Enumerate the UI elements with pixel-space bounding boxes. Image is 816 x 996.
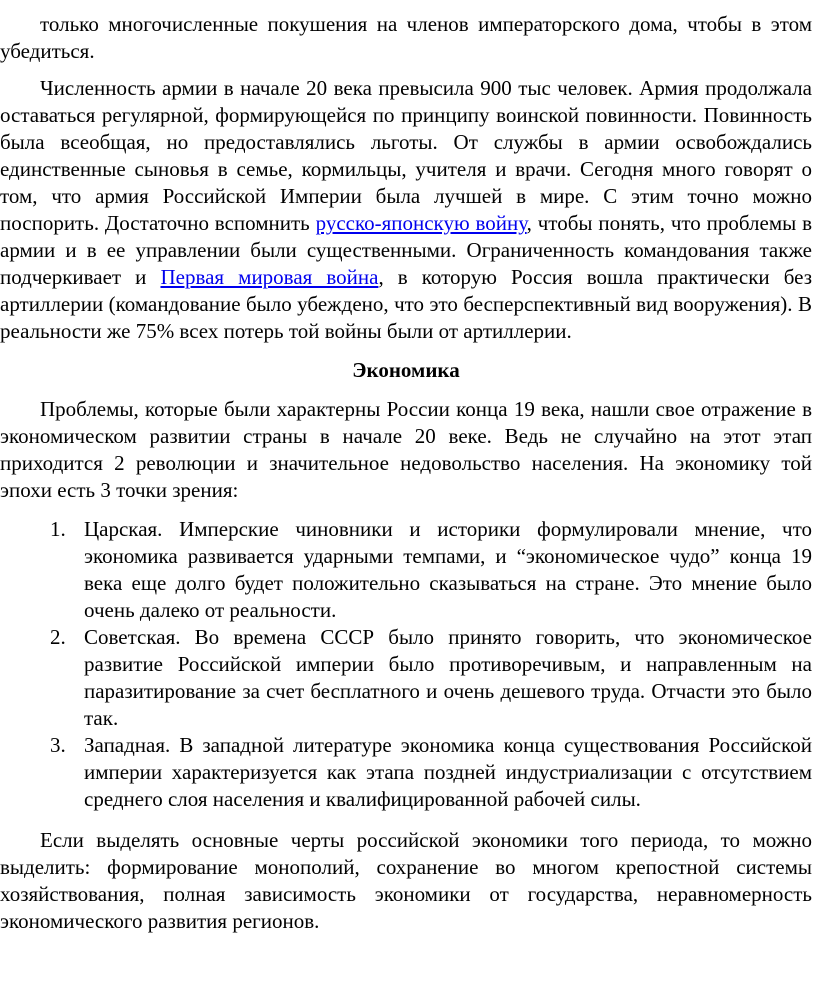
viewpoints-list — [0, 516, 812, 813]
list-item-number: 2. — [50, 625, 66, 649]
list-item-text: Советская. Во времена СССР было принято говорить, что экономическое развитие Российской империи было противоречивым, и направленным на паразитирование за счет бесплатного и очень дешевого труда. Отчасти это было так. — [84, 625, 812, 730]
list-item — [0, 516, 812, 624]
economy-intro-paragraph — [0, 396, 812, 504]
economy-features-paragraph — [0, 827, 812, 935]
world-war-one-link[interactable]: Первая мировая война — [160, 265, 379, 289]
paragraph-text: , чтобы понять, что проблемы в армии и в ее управлении были существенными. Ограниченность командования также подчеркивает и — [0, 211, 812, 289]
list-item — [0, 624, 812, 732]
section-heading: Экономика — [352, 358, 460, 382]
paragraph-text: , в которую Россия вошла практически без артиллерии (командование было убеждено, что это бесперспективный вид вооружения). В реальности же 75% всех потерь той войны были от артиллерии. — [0, 265, 813, 343]
paragraph-text: Проблемы, которые были характерны России конца 19 века, нашли свое отражение в экономическом развитии страны в начале 20 веке. Ведь не случайно на этот этап приходится 2 революции и значительное недовольство населения. На экономику той эпохи есть 3 точки зрения: — [0, 397, 812, 502]
list-item-text: Западная. В западной литературе экономика конца существования Российской империи характеризуется как этапа поздней индустриализации с отсутствием среднего слоя населения и квалифицированной рабочей силы. — [84, 733, 812, 811]
paragraph-text: Если выделять основные черты российской экономики того периода, то можно выделить: формирование монополий, сохранение во многом крепостной системы хозяйствования, полная зависимость экономики от государства, неравномерность экономического развития регионов. — [0, 828, 812, 933]
list-item-text: Царская. Имперские чиновники и историки формулировали мнение, что экономика развивается ударными темпами, и “экономическое чудо” конца 19 века еще долго будет положительно сказываться на стране. Это мнение было очень далеко от реальности. — [84, 517, 812, 622]
paragraph-text: только многочисленные покушения на членов императорского дома, чтобы в этом убедиться. — [0, 12, 812, 63]
russo-japanese-war-link[interactable]: русско-японскую войну — [315, 211, 527, 235]
list-item — [0, 732, 812, 813]
army-paragraph — [0, 75, 812, 345]
paragraph-text: Численность армии в начале 20 века превысила 900 тыс человек. Армия продолжала оставаться регулярной, формирующейся по принципу воинской повинности. Повинность была всеобщая, но предоставлялись льготы. От службы в армии освобождались единственные сыновья в семье, кормильцы, учителя и врачи. Сегодня много говорят о том, что армия Российской Империи была лучшей в мире. С этим точно можно поспорить. Достаточно вспомнить — [0, 76, 812, 235]
list-item-number: 3. — [50, 733, 66, 757]
paragraph-continuation — [0, 11, 812, 65]
list-item-number: 1. — [50, 517, 66, 541]
